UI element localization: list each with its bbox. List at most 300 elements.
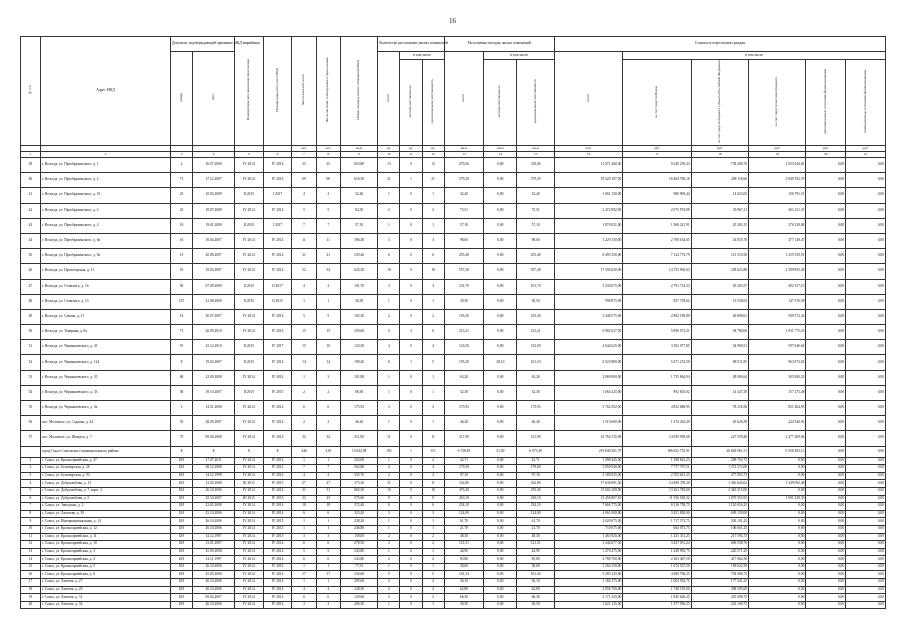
table-cell: БН [171,556,193,564]
subtotal-cell: 419 [316,446,340,457]
table-cell: 1 274 432,49 [623,416,691,431]
table-cell: 49,50 [517,601,555,609]
table-cell: 129,60 [340,594,378,602]
table-cell: 557,28 [517,264,555,279]
table-cell: 179,30 [444,465,484,473]
table-cell: 2 075 974,08 [623,203,691,218]
table-cell: 1 845 626,25 [623,594,691,602]
table-cell: 09.02.2007 [193,594,235,602]
table-cell: 14 [21,556,41,564]
table-cell: 107 [171,294,193,309]
table-cell: 6 [316,541,340,549]
table-cell: IV 2014 [263,594,292,602]
table-cell: IV 2014 [235,518,264,526]
header-cost-extra: дополнительные источники финансирования [806,60,846,146]
table-cell: 332,80 [444,480,484,488]
table-cell: 1 231 331,25 [623,533,691,541]
address-cell: г. Сокол, ул. Красноармейская, д. 6 [40,571,170,579]
table-cell: 5 850 940,00 [554,465,622,473]
table-cell: IV 2014 [235,541,264,549]
table-cell: 206,30 [340,601,378,609]
table-cell: 0 [400,571,422,579]
table-cell: IV 2014 [235,465,264,473]
table-cell: 124,00 [444,510,484,518]
unit-cell: руб. [749,146,806,152]
table-cell: IV 2015 [263,385,292,400]
table-cell: 1 [292,294,316,309]
table-cell: 84,30 [340,203,378,218]
table-cell: 0,00 [806,416,846,431]
table-cell: 1 [378,518,400,526]
table-cell: 2 [378,203,400,218]
subtotal-cell: 446 [292,446,316,457]
table-cell: 0,00 [484,586,517,594]
table-cell: 1 [422,188,444,203]
address-cell: пос. Молочное, ул. Шмидта, д. 7 [40,431,170,446]
resettlement-register-table [20,36,886,609]
table-cell: 13 [422,158,444,173]
table-cell: 0,00 [846,173,886,188]
address-cell: пос. Молочное, ул. Садовая, д. 44 [40,416,170,431]
table-cell: 1 [292,579,316,587]
table-cell: 9 [422,495,444,503]
address-cell: г. Сокол, ул. Беломорская, д. 93 [40,472,170,480]
address-cell: г. Сокол, ул. Красноармейская, д. 10 [40,541,170,549]
table-cell: 53 [21,370,41,385]
table-cell: 1 [422,601,444,609]
table-cell: 48 [21,294,41,309]
table-cell: 323,20 [340,510,378,518]
address-cell: г. Сокол, ул. Лаптева, д. 27 [40,579,170,587]
table-cell: IV 2014 [235,173,264,188]
table-cell: 3 [378,401,400,416]
table-cell: 25 [171,203,193,218]
table-cell: 2 [422,533,444,541]
table-cell: 40 [21,173,41,188]
table-cell: 228,20 [340,518,378,526]
table-cell: 128,50 [340,586,378,594]
table-cell: IV 2014 [263,503,292,511]
table-cell: 0 [400,309,422,324]
table-cell: I 2017 [263,188,292,203]
table-cell: IV 2014 [235,401,264,416]
table-cell: 4 [316,472,340,480]
table-cell: 147 576,58 [749,294,806,309]
table-cell: 0,00 [484,325,517,340]
table-cell: IV 2015 [263,495,292,503]
table-cell: IV 2014 [263,586,292,594]
table-cell: 1 [316,579,340,587]
table-cell: IV 2014 [263,556,292,564]
table-cell: 0,00 [846,541,886,549]
table-cell: 52 [21,355,41,370]
table-cell: 1 [378,563,400,571]
table-cell: 36,10 [517,579,555,587]
table-cell: 2 [378,533,400,541]
table-cell: 1 470 475,00 [554,548,622,556]
table-cell: 0,00 [484,579,517,587]
address-cell: г. Вологда, ул. Чернышевского, д. 124 [40,355,170,370]
table-cell: 1 398 425,00 [554,457,622,465]
table-cell: 179,60 [517,465,555,473]
table-row [21,325,886,340]
table-cell: IV 2015 [263,525,292,533]
table-cell: 0 [400,264,422,279]
table-cell: 3 [292,601,316,609]
column-number-cell: 6 [263,152,292,158]
table-cell: 94 780,06 [691,325,748,340]
table-cell: 239,40 [340,249,378,264]
table-cell: 61,70 [444,518,484,526]
unit-cell: руб. [623,146,691,152]
address-cell: г. Вологда, ул. Чернышевского, д. 35 [40,370,170,385]
column-number-cell: 19 [749,152,806,158]
table-cell: 2 020 675,00 [554,518,622,526]
table-cell: 6 [21,495,41,503]
table-cell: 0 [400,487,422,495]
table-cell: 26.10.2006 [193,487,235,495]
table-cell: 0,00 [749,586,806,594]
table-cell: 0 [400,279,422,294]
table-cell: 7 [316,218,340,233]
table-row [21,548,886,556]
table-row [21,370,886,385]
table-cell: 1 717 573,75 [623,518,691,526]
table-row [21,594,886,602]
table-cell: 62,80 [444,586,484,594]
table-cell: БН [171,601,193,609]
table-cell: 121,51 [444,541,484,549]
table-cell: 0,00 [749,563,806,571]
table-cell: 49 [21,309,41,324]
table-cell: 3 451 850,00 [623,510,691,518]
subtotal-cell: 0,00 [846,446,886,457]
table-cell: 0,00 [846,503,886,511]
table-cell: 2 [422,309,444,324]
column-number-cell: 20 [806,152,846,158]
header-doc-date: дата [193,52,235,146]
table-cell: 46 809,61 [691,309,748,324]
table-cell: 0,00 [846,510,886,518]
table-cell: 3 [171,401,193,416]
table-cell: IV 2014 [263,510,292,518]
table-cell: 0 [400,510,422,518]
table-cell: 2 [422,586,444,594]
table-cell: 42,71 [517,457,555,465]
table-cell: 980 905,44 [623,188,691,203]
table-cell: 26.10.2006 [193,525,235,533]
table-cell: 17 636 091,30 [554,480,622,488]
table-cell: 0,00 [846,480,886,488]
table-cell: 0,00 [484,385,517,400]
table-cell: IV 2014 [235,548,264,556]
table-cell: 0 [400,586,422,594]
subtotal-row [21,446,886,457]
table-cell: IV 2014 [235,563,264,571]
table-cell: 0,00 [806,556,846,564]
table-cell: 0 [400,249,422,264]
table-cell: БН [171,487,193,495]
table-cell: 295,60 [340,579,378,587]
table-cell: 511,90 [444,431,484,446]
table-cell: 0,00 [806,495,846,503]
table-cell: 189 622,50 [691,563,748,571]
table-cell: БН [171,533,193,541]
table-cell: 5 [316,309,340,324]
table-cell: 0,00 [484,563,517,571]
table-cell: 604 073,75 [623,525,691,533]
table-cell: II 2015 [235,294,264,309]
table-cell: 7 777 707,51 [623,465,691,473]
table-cell: 623,50 [340,264,378,279]
table-cell: 2 069 800,00 [554,370,622,385]
table-cell: 75 [171,431,193,446]
table-cell: 0,00 [806,579,846,587]
subtotal-cell [21,446,41,457]
table-cell: БН [171,495,193,503]
table-cell: 3 [292,533,316,541]
table-cell: 0,00 [846,416,886,431]
table-cell: 6 [422,249,444,264]
table-cell: 4 [21,480,41,488]
table-row [21,431,886,446]
table-cell: 1 [378,370,400,385]
table-cell: II 2015 [235,218,264,233]
table-cell: 16 [21,571,41,579]
table-row [21,480,886,488]
table-row [21,503,886,511]
table-cell: 0,00 [749,518,806,526]
table-cell: 562,80 [340,465,378,473]
table-cell: IV 2014 [263,548,292,556]
table-cell: 11 [292,233,316,248]
table-cell: 85,80 [444,556,484,564]
table-cell: 43 835,76 [691,233,748,248]
table-cell: 220 571,25 [691,548,748,556]
table-cell: 2 [422,594,444,602]
table-cell: 0,00 [484,203,517,218]
table-row [21,601,886,609]
table-cell: 12.09.2008 [193,370,235,385]
table-cell: 509 572,43 [749,309,806,324]
table-cell: 6 [378,503,400,511]
table-cell: 16.07.2009 [193,158,235,173]
column-number-cell: 16 [554,152,622,158]
table-cell: 5 [292,309,316,324]
table-cell: 4 [422,465,444,473]
table-cell: 07.09.2009 [193,279,235,294]
table-cell: II 2015 [263,294,292,309]
table-cell: 69 [292,173,316,188]
table-cell: 49,50 [444,601,484,609]
table-row [21,385,886,400]
table-cell: 4 [292,472,316,480]
table-cell: 10 [378,487,400,495]
table-cell: 26.10.2006 [193,601,235,609]
table-cell: IV 2014 [235,579,264,587]
table-cell: 0,00 [806,541,846,549]
table-row [21,533,886,541]
table-row [21,495,886,503]
address-cell: г. Вологда, ул. Преображенского, д. 1 [40,158,170,173]
table-row [21,556,886,564]
table-cell: 0,00 [806,188,846,203]
table-cell: 71 [171,325,193,340]
table-cell: 1 [316,525,340,533]
table-cell: 3 444 677,50 [554,541,622,549]
table-row [21,188,886,203]
table-cell: 227 559,28 [691,431,748,446]
table-row [21,264,886,279]
table-cell: 2 [378,556,400,564]
table-cell: 579,29 [517,173,555,188]
table-cell: 0,00 [806,533,846,541]
table-cell: 3 180 025,00 [554,472,622,480]
table-cell: 1 [378,416,400,431]
address-cell: г. Сокол, ул. Добролюбова, д. 7, корп. 4 [40,487,170,495]
address-cell: г. Сокол, ул. Беломорская, д. 26 [40,465,170,473]
table-cell: 837 739,62 [623,294,691,309]
table-cell: 26.10.2006 [193,563,235,571]
table-cell: 2 [422,457,444,465]
table-cell: 998 875,00 [554,294,622,309]
table-cell: 0,00 [484,495,517,503]
table-cell: 25.10.2007 [193,495,235,503]
table-cell: 27.07.2011 [193,457,235,465]
subtotal-cell: 151 [422,446,444,457]
column-number-cell: 18 [691,152,748,158]
table-cell: 27 [292,480,316,488]
table-cell: 396,30 [340,233,378,248]
table-cell: 4 [378,340,400,355]
table-cell: 13 456 807,10 [554,495,622,503]
table-cell: 410,10 [517,495,555,503]
table-cell: 492 157,10 [749,279,806,294]
address-cell: г. Вологда, ул. Чернышевского, д. 33 [40,385,170,400]
table-cell: 57,10 [444,218,484,233]
header-cost-extra2: внебюджетные источники финансирования [846,60,886,146]
table-cell: 88 511,85 [691,355,748,370]
table-cell: 0,00 [846,571,886,579]
table-cell: 0 [400,594,422,602]
table-cell: 7 [21,503,41,511]
table-cell: 1 [422,548,444,556]
table-cell: 17 [21,579,41,587]
table-cell: 157 275,48 [749,385,806,400]
table-cell: 1 079 353,93 [691,495,748,503]
table-cell: 1 735 864,94 [623,370,691,385]
table-cell: 0,00 [806,370,846,385]
table-row [21,340,886,355]
table-cell: IV 2014 [235,510,264,518]
table-cell: 14 [292,355,316,370]
table-cell: 0 [400,465,422,473]
table-cell: 20.09.2010 [193,325,235,340]
address-cell: г. Вологда, ул. Саммы, д. 11 [40,309,170,324]
table-cell: 0,00 [749,556,806,564]
table-cell: 30,50 [444,294,484,309]
table-header [21,37,886,158]
table-cell: 5 [292,548,316,556]
table-cell: 3 [316,370,340,385]
table-cell: 0,00 [806,586,846,594]
header-rooms-incl: в том числе [400,52,444,60]
table-cell: 7 [292,465,316,473]
table-cell: 0,00 [846,294,886,309]
header-address: Адрес МКД [40,37,170,146]
table-cell: 3 [378,233,400,248]
table-cell: 68,30 [340,385,378,400]
table-cell: 477 003,75 [691,472,748,480]
table-cell: 1 [292,457,316,465]
table-cell: 511,90 [340,431,378,446]
table-cell: 23 [316,495,340,503]
address-cell: г. Сокол, ул. Добролюбова, д. 13 [40,480,170,488]
table-cell: 18 [316,503,340,511]
table-cell: IV 2015 [263,518,292,526]
table-cell: 3 [316,601,340,609]
table-cell: 75,51 [444,203,484,218]
table-cell: 19 [21,594,41,602]
table-cell: 101,70 [517,279,555,294]
table-cell: 5 856 072,21 [623,325,691,340]
table-cell: 7 124 774,79 [623,249,691,264]
header-area-group: Расселяемая площадь жилых помещений [444,37,554,52]
table-cell: 0 [400,431,422,446]
table-cell: 13.05.2008 [193,480,235,488]
table-cell: 105,30 [340,309,378,324]
table-cell: 4 832 686,95 [623,401,691,416]
table-cell: 325 698,75 [691,594,748,602]
table-row [21,294,886,309]
table-cell: IV 2014 [263,401,292,416]
subtotal-cell: 26 628 961,51 [691,446,748,457]
table-cell: 7 [316,465,340,473]
table-cell: 5 [21,487,41,495]
table-cell: IV 2014 [235,431,264,446]
table-cell: 14 490 378,20 [623,480,691,488]
address-cell: г. Вологда, ул. Ставского, д. 13 [40,294,170,309]
table-cell: 2 [378,586,400,594]
table-cell: 1 [292,370,316,385]
table-cell: 0,00 [846,355,886,370]
header-rooms-private: частная собственность [400,60,422,146]
table-cell: 2 [378,309,400,324]
table-cell: 2 [292,385,316,400]
table-cell: 243,80 [340,548,378,556]
table-cell: 0,00 [749,487,806,495]
table-cell: 738 280,76 [691,158,748,173]
table-cell: 46,20 [340,416,378,431]
table-cell: 6 [292,401,316,416]
table-cell: 0,00 [484,571,517,579]
table-cell: 0,00 [846,218,886,233]
table-cell: IV 2014 [263,158,292,173]
table-cell: 6 [316,401,340,416]
table-cell: 2 [422,472,444,480]
table-cell: 38 [171,385,193,400]
table-cell: IV 2014 [235,233,264,248]
table-cell: 2 [316,416,340,431]
table-cell: 5 762 352,50 [554,401,622,416]
table-cell: IV 2014 [263,416,292,431]
table-cell: III 2015 [235,480,264,488]
table-cell: 0,00 [749,533,806,541]
table-cell: 1 346 620,62 [691,480,748,488]
unit-cell: ед. [378,146,400,152]
table-cell: 175,93 [340,401,378,416]
table-cell: 63,20 [517,370,555,385]
